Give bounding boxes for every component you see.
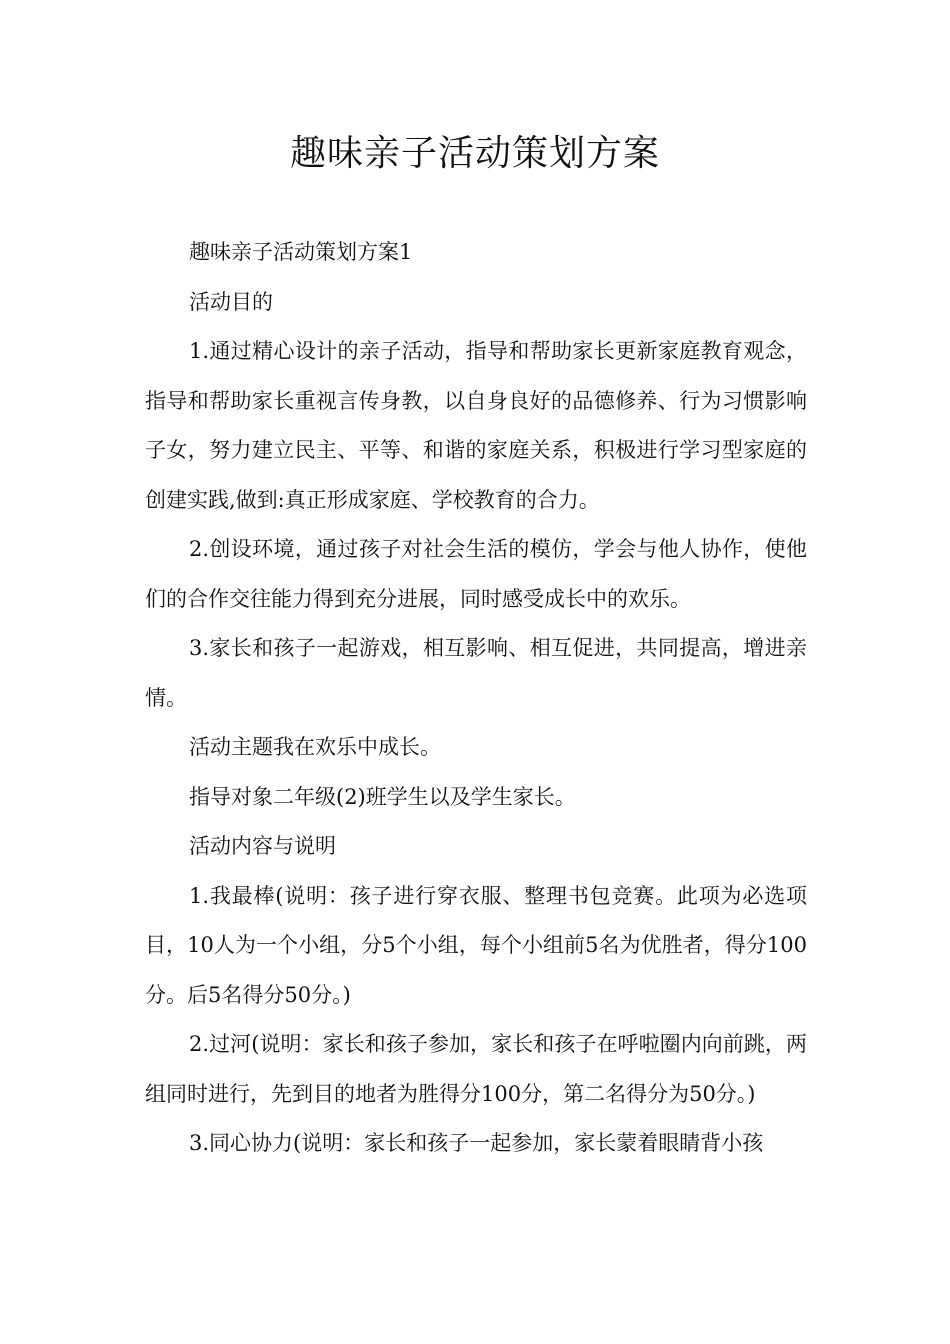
paragraph-content-2: 2.过河(说明：家长和孩子参加，家长和孩子在呼啦圈内向前跳，两组同时进行，先到目的地者为胜得分100分，第二名得分为50分。): [145, 1032, 807, 1106]
paragraph-purpose-2: 2.创设环境，通过孩子对社会生活的模仿，学会与他人协作，使他们的合作交往能力得到充分进展，同时感受成长中的欢乐。: [145, 537, 807, 611]
paragraph-theme: 活动主题我在欢乐中成长。: [189, 735, 441, 759]
document-title: 趣味亲子活动策划方案: [289, 133, 660, 174]
document-body: [145, 228, 807, 1169]
subheading-purpose: 活动目的: [189, 289, 273, 314]
paragraph-purpose-3: 3.家长和孩子一起游戏，相互影响、相互促进，共同提高，增进亲情。: [145, 636, 807, 710]
paragraph-target: 指导对象二年级(2)班学生以及学生家长。: [189, 784, 576, 809]
subheading-content: 活动内容与说明: [189, 834, 336, 858]
paragraph-purpose-1: 1.通过精心设计的亲子活动，指导和帮助家长更新家庭教育观念，指导和帮助家长重视言传身教，以自身良好的品德修养、行为习惯影响子女，努力建立民主、平等、和谐的家庭关系，积极进行学习型家庭的创建实践,做到:真正形成家庭、学校教育的合力。: [145, 339, 807, 512]
paragraph-content-1: 1.我最棒(说明：孩子进行穿衣服、整理书包竞赛。此项为必选项目，10人为一个小组，分5个小组，每个小组前5名为优胜者，得分100分。后5名得分50分。): [145, 883, 807, 1007]
paragraph-content-3: 3.同心协力(说明：家长和孩子一起参加，家长蒙着眼睛背小孩: [189, 1131, 764, 1155]
section-heading: 趣味亲子活动策划方案1: [189, 240, 413, 264]
